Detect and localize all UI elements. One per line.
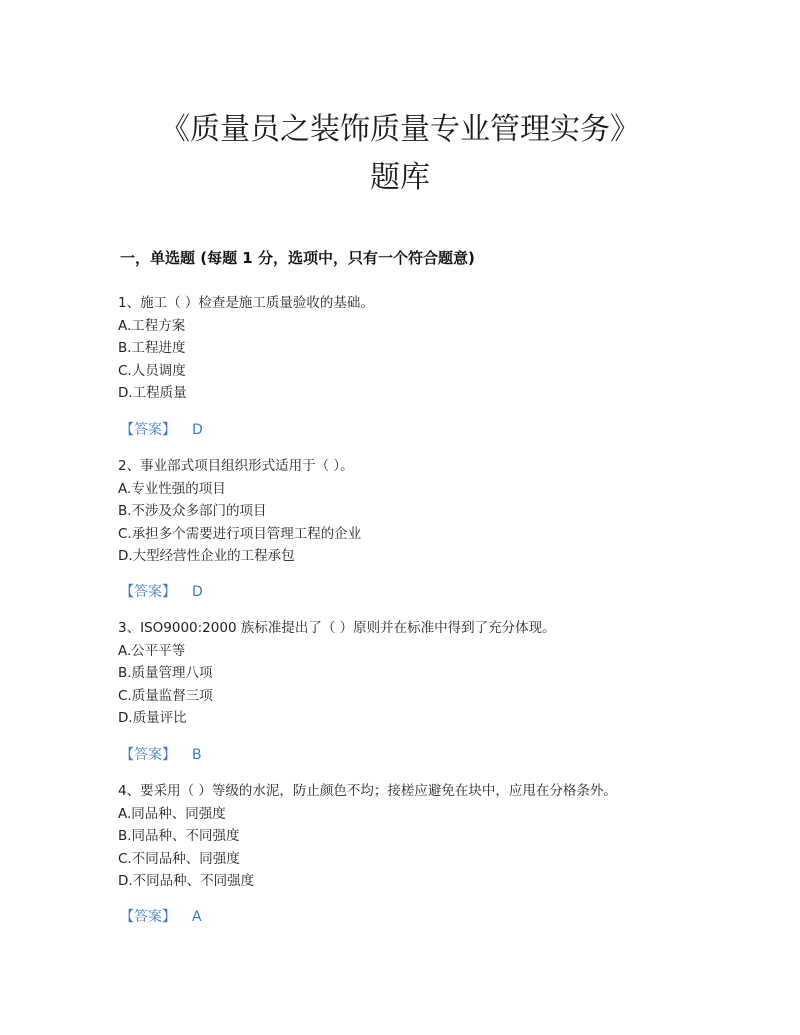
- section-heading: 一，单选题 (每题 1 分，选项中，只有一个符合题意): [120, 249, 475, 267]
- question-block: [118, 617, 718, 730]
- option-a: A.公平平等: [118, 642, 186, 659]
- answer-label: 【答案】: [120, 747, 176, 763]
- answer-label: 【答案】: [120, 422, 176, 438]
- question-stem: 4、要采用（ ）等级的水泥，防止颜色不均；接槎应避免在块中，应甩在分格条外。: [118, 783, 617, 799]
- question-block: [118, 780, 718, 893]
- question-block: [118, 455, 718, 568]
- document-title-line-1: 《质量员之装饰质量专业管理实务》: [160, 112, 640, 147]
- option-c: C.质量监督三项: [118, 687, 213, 704]
- answer-value: D: [192, 584, 203, 600]
- question-stem: 3、ISO9000:2000 族标准提出了（ ）原则并在标准中得到了充分体现。: [118, 620, 556, 636]
- answer-line: [120, 906, 202, 928]
- question-stem: 1、施工（ ）检查是施工质量验收的基础。: [118, 295, 374, 311]
- option-d: D.工程质量: [118, 385, 187, 402]
- option-a: A.工程方案: [118, 317, 186, 334]
- answer-value: A: [192, 909, 202, 925]
- option-c: C.承担多个需要进行项目管理工程的企业: [118, 525, 362, 542]
- option-b: B.同品种、不同强度: [118, 828, 240, 845]
- answer-line: [120, 744, 202, 766]
- option-b: B.不涉及众多部门的项目: [118, 503, 267, 520]
- option-d: D.质量评比: [118, 710, 187, 727]
- question-block: [118, 292, 718, 405]
- document-title-line-2: 题库: [370, 160, 430, 195]
- option-c: C.不同品种、同强度: [118, 850, 240, 867]
- answer-label: 【答案】: [120, 584, 176, 600]
- option-d: D.大型经营性企业的工程承包: [118, 548, 295, 565]
- question-stem: 2、事业部式项目组织形式适用于（ ）。: [118, 458, 354, 474]
- answer-line: [120, 581, 203, 603]
- option-b: B.质量管理八项: [118, 665, 213, 682]
- option-c: C.人员调度: [118, 362, 186, 379]
- answer-value: D: [192, 422, 203, 438]
- option-d: D.不同品种、不同强度: [118, 873, 255, 890]
- answer-line: [120, 419, 203, 441]
- answer-label: 【答案】: [120, 909, 176, 925]
- option-a: A.同品种、同强度: [118, 805, 226, 822]
- option-a: A.专业性强的项目: [118, 480, 226, 497]
- answer-value: B: [192, 747, 202, 763]
- option-b: B.工程进度: [118, 340, 186, 357]
